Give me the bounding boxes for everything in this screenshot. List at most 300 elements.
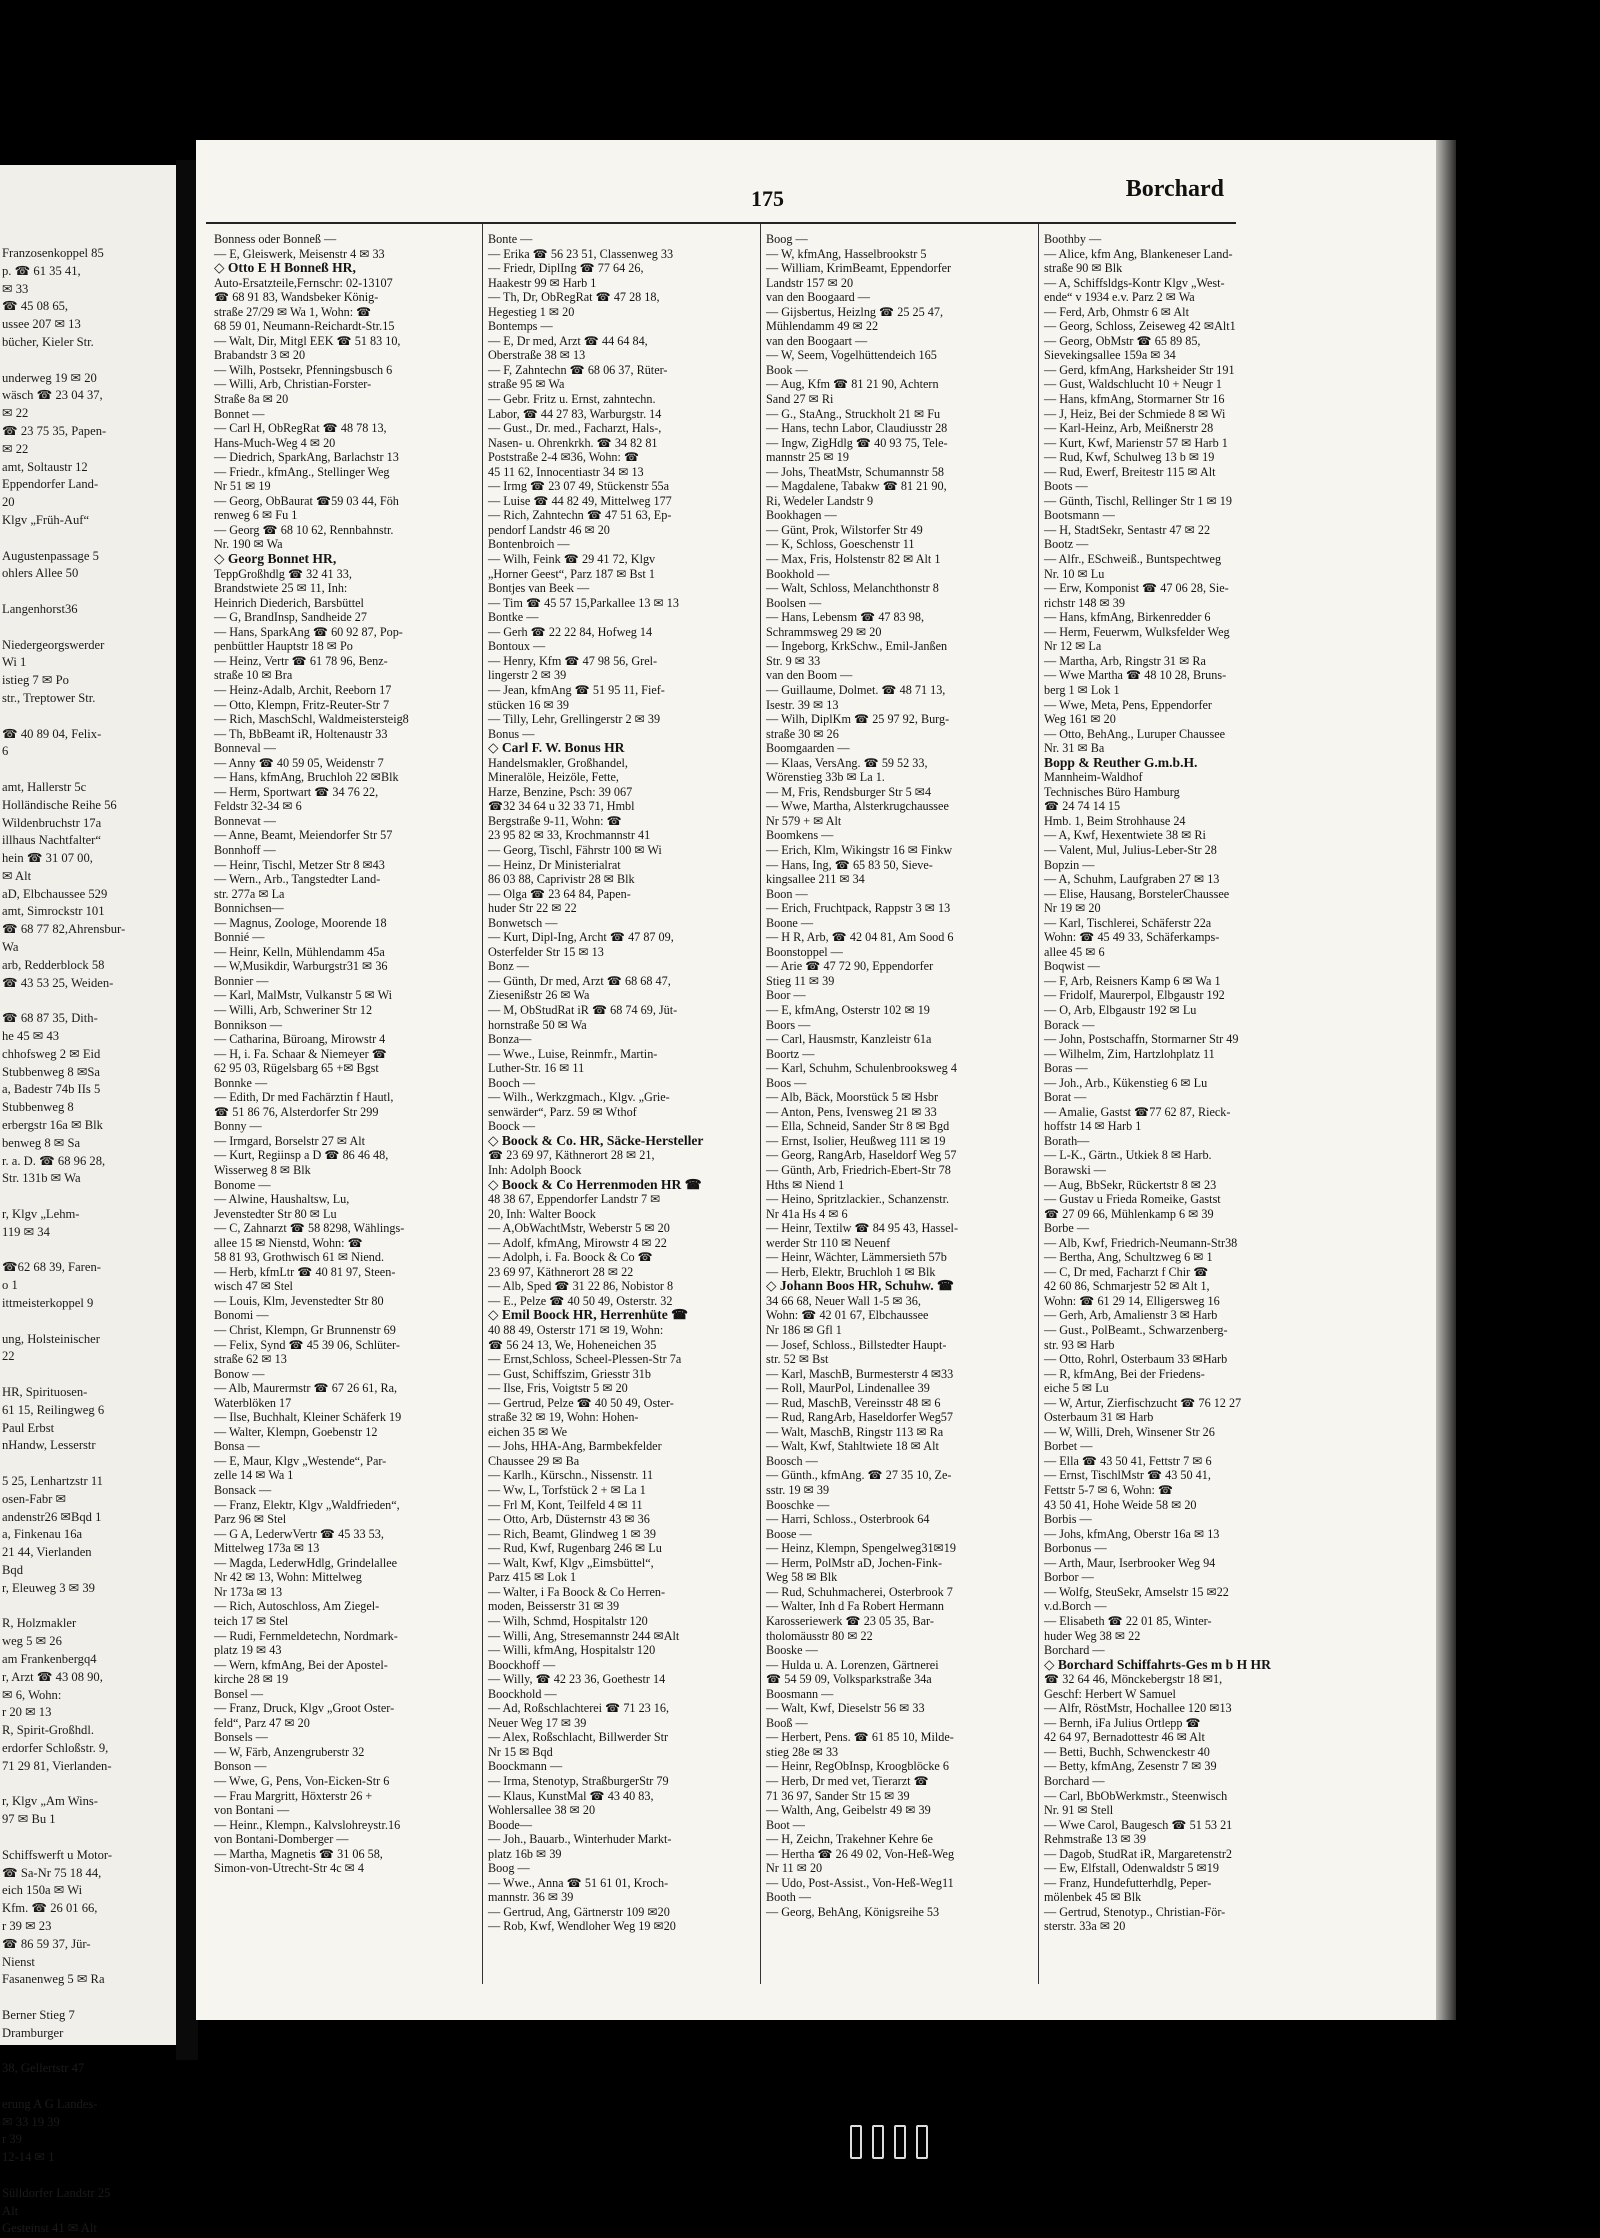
directory-line: — Georg, Tischl, Fährstr 100 ✉ Wi — [488, 842, 662, 857]
directory-line: hoffstr 14 ✉ Harb 1 — [1044, 1119, 1142, 1134]
directory-line: — Alb, Bäck, Moorstück 5 ✉ Hsbr — [766, 1090, 939, 1105]
facing-page-line: r, Arzt ☎ 43 08 90, — [2, 1669, 103, 1684]
directory-line: — Edith, Dr med Fachärztin f Hautl, — [214, 1090, 394, 1105]
directory-line: straße 95 ✉ Wa — [488, 377, 565, 392]
directory-line: — Rud, Kwf, Rugenbarg 246 ✉ Lu — [488, 1541, 662, 1556]
facing-page-line: 5 25, Lenhartzstr 11 — [2, 1473, 103, 1488]
directory-line: — Martha, Magnetis ☎ 31 06 58, — [214, 1846, 383, 1861]
directory-line: stieg 28e ✉ 33 — [766, 1744, 839, 1759]
directory-line: — Heinr., Klempn., Kalvslohreystr.16 — [214, 1817, 401, 1832]
directory-line: — Karl, Tischlerei, Schäferstr 22a — [1044, 915, 1212, 930]
directory-line: — Herbert, Pens. ☎ 61 85 10, Milde- — [766, 1730, 954, 1745]
directory-line: — Aug, Kfm ☎ 81 21 90, Achtern — [766, 377, 939, 392]
directory-line: Nr 42 ✉ 13, Wohn: Mittelweg — [214, 1570, 362, 1585]
directory-line: — Kurt, Kwf, Marienstr 57 ✉ Harb 1 — [1044, 435, 1228, 450]
directory-line: — Walt, Dir, Mitgl EEK ☎ 51 83 10, — [214, 333, 401, 348]
directory-line: straße 30 ✉ 26 — [766, 726, 839, 741]
directory-line: allee 15 ✉ Nienstd, Wohn: ☎ — [214, 1235, 363, 1250]
directory-line: sterstr. 33a ✉ 20 — [1044, 1919, 1126, 1934]
directory-line: ☎ 51 86 76, Alsterdorfer Str 299 — [214, 1104, 379, 1119]
directory-line: straße 90 ✉ Blk — [1044, 261, 1123, 276]
directory-line: — W, Artur, Zierfischzucht ☎ 76 12 27 — [1044, 1395, 1242, 1410]
directory-line: — Herm, PolMstr aD, Jochen-Fink- — [766, 1555, 943, 1570]
directory-line: Boock — — [488, 1119, 536, 1134]
facing-page-line: ✉ 6, Wohn: — [2, 1687, 62, 1702]
facing-page-line: a, Finkenau 16a — [2, 1527, 83, 1542]
directory-line: Boot — — [766, 1817, 805, 1832]
directory-line: Hans-Much-Weg 4 ✉ 20 — [214, 435, 336, 450]
directory-line: — Wwe Martha ☎ 48 10 28, Bruns- — [1044, 668, 1227, 683]
facing-page-line: erung A G Landes- — [2, 2096, 98, 2111]
facing-page-line: ☎ 23 75 35, Papen- — [2, 423, 107, 438]
directory-line: — Harri, Schloss., Osterbrook 64 — [766, 1512, 930, 1527]
directory-line: — A, Schuhm, Laufgraben 27 ✉ 13 — [1044, 872, 1220, 887]
directory-line: — Louis, Klm, Jevenstedter Str 80 — [214, 1293, 384, 1308]
directory-line: — Alwine, Haushaltsw, Lu, — [214, 1192, 350, 1207]
directory-line: Booth — — [766, 1890, 812, 1905]
directory-line: berg 1 ✉ Lok 1 — [1044, 682, 1120, 697]
directory-line: Wörenstieg 33b ✉ La 1. — [766, 770, 885, 785]
facing-page-line: arb, Redderblock 58 — [2, 957, 105, 972]
directory-line: — Wern., Arb., Tangstedter Land- — [214, 872, 381, 887]
directory-line: stücken 16 ✉ 39 — [488, 697, 569, 712]
facing-page-line: 97 ✉ Bu 1 — [2, 1812, 56, 1827]
directory-line: Borath— — [1044, 1133, 1090, 1148]
directory-line: — Walt, MaschB, Ringstr 113 ✉ Ra — [766, 1424, 944, 1439]
facing-page-line: osen-Fabr ✉ — [2, 1491, 67, 1506]
directory-line: — Anton, Pens, Ivensweg 21 ✉ 33 — [766, 1104, 937, 1119]
directory-line: — Erich, Klm, Wikingstr 16 ✉ Finkw — [766, 842, 953, 857]
directory-line: Bopzin — — [1044, 857, 1095, 872]
directory-line: ◇ Boock & Co. HR, Säcke-Hersteller — [488, 1132, 704, 1148]
directory-line: sstr. 19 ✉ 39 — [766, 1483, 830, 1498]
directory-line: mannstr 25 ✉ 19 — [766, 450, 849, 465]
facing-page-line: ☎ Sa-Nr 75 18 44, — [2, 1865, 102, 1880]
directory-line: — Franz, Druck, Klgv „Groot Oster- — [214, 1701, 395, 1716]
directory-line: — Franz, Elektr, Klgv „Waldfrieden“, — [214, 1497, 400, 1512]
directory-line: — Wwe Carol, Baugesch ☎ 51 53 21 — [1044, 1817, 1233, 1832]
directory-line: Bonome — — [214, 1177, 271, 1192]
facing-page-line: Wi 1 — [2, 655, 27, 670]
directory-line: — Herb, Dr med vet, Tierarzt ☎ — [766, 1773, 929, 1788]
directory-line: — C, Zahnarzt ☎ 58 8298, Wählings- — [214, 1221, 405, 1236]
directory-line: eichen 35 ✉ We — [488, 1424, 568, 1439]
facing-page-line: r, Klgv „Lehm- — [2, 1207, 80, 1222]
directory-line: — Karl-Heinz, Arb, Meißnerstr 28 — [1044, 421, 1214, 436]
directory-line: — Ernst, Isolier, Heußweg 111 ✉ 19 — [766, 1133, 946, 1148]
facing-page-line: ohlers Allee 50 — [2, 566, 79, 581]
directory-line: Boothby — — [1044, 232, 1102, 246]
directory-line: moden, Beisserstr 31 ✉ 39 — [488, 1599, 620, 1614]
directory-line: — Carl H, ObRegRat ☎ 48 78 13, — [214, 421, 387, 436]
facing-page-line: am Frankenbergq4 — [2, 1651, 97, 1666]
running-head: Borchard — [1125, 176, 1224, 202]
directory-line: Boockmann — — [488, 1759, 563, 1774]
directory-line: — Bernh, iFa Julius Ortlepp ☎ — [1044, 1715, 1201, 1730]
directory-line: — Gebr. Fritz u. Ernst, zahntechn. — [488, 392, 656, 407]
directory-line: Borchard — — [1044, 1643, 1105, 1658]
facing-page-line: Alt — [2, 2203, 19, 2218]
facing-page-line: r 39 ✉ 23 — [2, 1918, 52, 1933]
directory-line: Labor, ☎ 44 27 83, Warburgstr. 14 — [488, 406, 662, 421]
directory-line: zelle 14 ✉ Wa 1 — [214, 1468, 294, 1483]
directory-line: — Tilly, Lehr, Grellingerstr 2 ✉ 39 — [488, 712, 661, 727]
directory-line: Sand 27 ✉ Ri — [766, 392, 834, 407]
directory-line: — Amalie, Gastst ☎77 62 87, Rieck- — [1044, 1104, 1231, 1119]
directory-line: Brabandstr 3 ✉ 20 — [214, 348, 306, 363]
directory-line: Heinrich Diederich, Barsbüttel — [214, 595, 364, 610]
page-edge-shadow — [1436, 140, 1456, 2020]
directory-line: Boon — — [766, 886, 808, 901]
directory-line: — Georg, RangArb, Haseldorf Weg 57 — [766, 1148, 957, 1163]
directory-line: Simon-von-Utrecht-Str 4c ✉ 4 — [214, 1861, 365, 1876]
directory-line: Haakestr 99 ✉ Harb 1 — [488, 275, 597, 290]
facing-page-line: aD, Elbchaussee 529 — [2, 886, 108, 901]
facing-page-line — [2, 1989, 174, 2007]
facing-page-line — [2, 761, 174, 779]
directory-line: — Josef, Schloss., Billstedter Haupt- — [766, 1337, 947, 1352]
directory-line: — John, Postschaffn, Stormarner Str 49 — [1044, 1032, 1239, 1047]
directory-line: ◇ Johann Boos HR, Schuhw. ☎ — [766, 1278, 954, 1294]
scanner-mark — [872, 2125, 884, 2159]
facing-page-line: r, Eleuweg 3 ✉ 39 — [2, 1580, 95, 1595]
directory-line: — Karl, Schuhm, Schulenbrooksweg 4 — [766, 1061, 957, 1076]
directory-line: — Walt, Kwf, Dieselstr 56 ✉ 33 — [766, 1701, 925, 1716]
directory-line: — Rob, Kwf, Wendloher Weg 19 ✉20 — [488, 1919, 676, 1934]
directory-line: — Günth., kfmAng. ☎ 27 35 10, Ze- — [766, 1468, 952, 1483]
directory-line: — O, Arb, Elbgaustr 192 ✉ Lu — [1044, 1002, 1197, 1017]
directory-line: Hegestieg 1 ✉ 20 — [488, 304, 575, 319]
directory-line: — Georg, Schloss, Zeiseweg 42 ✉Alt1 — [1044, 319, 1236, 334]
directory-line: — Herb, kfmLtr ☎ 40 81 97, Steen- — [214, 1264, 396, 1279]
facing-page-line: ✉ 22 — [2, 406, 29, 421]
directory-line: — Erich, Fruchtpack, Rappstr 3 ✉ 13 — [766, 901, 951, 916]
directory-line: — Betti, Buchh, Schwenckestr 40 — [1044, 1744, 1210, 1759]
directory-line: — Gertrud, Pelze ☎ 40 50 49, Oster- — [488, 1395, 674, 1410]
directory-line: „Horner Geest“, Parz 187 ✉ Bst 1 — [488, 566, 655, 581]
directory-line: ◇ Boock & Co Herrenmoden HR ☎ — [488, 1176, 702, 1192]
directory-line: — Ew, Elfstall, Odenwaldstr 5 ✉19 — [1044, 1861, 1219, 1876]
directory-line: van den Boogaart — — [766, 333, 868, 348]
directory-line: — Georg, ObMstr ☎ 65 89 85, — [1044, 333, 1201, 348]
directory-line: — Wilh., Werkzgmach., Klgv. „Grie- — [488, 1090, 670, 1105]
directory-line: Booschke — — [766, 1497, 830, 1512]
directory-line: — Wilh, DiplKm ☎ 25 97 92, Burg- — [766, 712, 950, 727]
directory-line: ◇ Georg Bonnet HR, — [214, 551, 337, 567]
directory-line: Waterblöken 17 — [214, 1395, 292, 1410]
directory-line: — Walter, Klempn, Goebenstr 12 — [214, 1424, 378, 1439]
directory-line: — Carl, Hausmstr, Kanzleistr 61a — [766, 1032, 932, 1047]
directory-line: — R, kfmAng, Bei der Friedens- — [1044, 1366, 1205, 1381]
directory-line: — Wwe., Anna ☎ 51 61 01, Kroch- — [488, 1875, 669, 1890]
directory-line: Nr 15 ✉ Bqd — [488, 1744, 553, 1759]
directory-line: — Klaas, VersAng. ☎ 59 52 33, — [766, 755, 928, 770]
directory-line: Boots — — [1044, 479, 1088, 494]
directory-line: Nasen- u. Ohrenkrkh. ☎ 34 82 81 — [488, 435, 658, 450]
directory-line: — Magdalene, Tabakw ☎ 81 21 90, — [766, 479, 947, 494]
directory-line: — G, BrandInsp, Sandheide 27 — [214, 610, 367, 625]
directory-line: — Guillaume, Dolmet. ☎ 48 71 13, — [766, 682, 946, 697]
facing-page-line: Sülldorfer Landstr 25 — [2, 2185, 111, 2200]
directory-line: Bootsmann — — [1044, 508, 1115, 523]
directory-line: Borbis — — [1044, 1512, 1092, 1527]
directory-line: — Frl M, Kont, Teilfeld 4 ✉ 11 — [488, 1497, 643, 1512]
directory-line: — Hans, kfmAng, Stormarner Str 16 — [1044, 392, 1225, 407]
directory-line: Nr 41a Hs 4 ✉ 6 — [766, 1206, 848, 1221]
directory-line: feld“, Parz 47 ✉ 20 — [214, 1715, 310, 1730]
directory-line: — Elisabeth ☎ 22 01 85, Winter- — [1044, 1613, 1212, 1628]
directory-line: teich 17 ✉ Stel — [214, 1613, 289, 1628]
directory-line: — Rich, MaschSchl, Waldmeistersteig8 — [214, 712, 409, 727]
facing-page-line: weg 5 ✉ 26 — [2, 1634, 62, 1649]
directory-line: Nr 19 ✉ 20 — [1044, 901, 1101, 916]
directory-line: — Franz, Hundefutterhdlg, Peper- — [1044, 1875, 1212, 1890]
directory-line: — Otto, Arb, Düsternstr 43 ✉ 36 — [488, 1512, 650, 1527]
directory-line: 71 36 97, Sander Str 15 ✉ 39 — [766, 1788, 910, 1803]
directory-line: — Wolfg, SteuSekr, Amselstr 15 ✉22 — [1044, 1584, 1229, 1599]
directory-line: Boog — — [488, 1861, 530, 1876]
directory-line: van den Boogaard — — [766, 290, 870, 305]
directory-line: 23 69 97, Käthnerort 28 ✉ 22 — [488, 1264, 634, 1279]
directory-line: — Hans, techn Labor, Claudiusstr 28 — [766, 421, 948, 436]
facing-page-line: andenstr26 ✉Bqd 1 — [2, 1509, 102, 1524]
directory-line: — Martha, Arb, Ringstr 31 ✉ Ra — [1044, 653, 1206, 668]
facing-page-line: 21 44, Vierlanden — [2, 1545, 92, 1560]
directory-line: Boors — — [766, 1017, 811, 1032]
directory-line: Boosch — — [766, 1453, 818, 1468]
directory-line: Borbonus — — [1044, 1541, 1107, 1556]
facing-page-line: ☎ 45 08 65, — [2, 299, 69, 314]
scanner-mark — [916, 2125, 928, 2159]
facing-page-line — [2, 352, 174, 370]
facing-page-line: ung, Holsteinischer — [2, 1331, 100, 1346]
directory-line: — Willy, ☎ 42 23 36, Goethestr 14 — [488, 1672, 666, 1687]
directory-line: — Karl, MaschB, Burmesterstr 4 ✉33 — [766, 1366, 954, 1381]
directory-line: Booske — — [766, 1643, 818, 1658]
directory-line: Nr. 10 ✉ Lu — [1044, 566, 1105, 581]
directory-line: — Alex, Roßschlacht, Billwerder Str — [488, 1730, 669, 1745]
facing-page-line: amt, Hallerstr 5c — [2, 779, 87, 794]
directory-line: 43 50 41, Hohe Weide 58 ✉ 20 — [1044, 1497, 1197, 1512]
directory-line: 48 38 67, Eppendorfer Landstr 7 ✉ — [488, 1192, 661, 1207]
directory-line: Weg 58 ✉ Blk — [766, 1570, 838, 1585]
directory-line: straße 27/29 ✉ Wa 1, Wohn: ☎ — [214, 304, 372, 319]
directory-line: Bookhold — — [766, 566, 830, 581]
facing-page-line: Wa — [2, 940, 19, 955]
directory-line: — H, Zeichn, Trakehner Kehre 6e — [766, 1832, 933, 1847]
directory-line: Bontemps — — [488, 319, 553, 334]
directory-line: Boras — — [1044, 1061, 1088, 1076]
column-divider — [760, 224, 761, 1984]
directory-line: Bonnichsen— — [214, 901, 284, 916]
directory-line: Bonwetsch — — [488, 915, 558, 930]
directory-line: — Erw, Komponist ☎ 47 06 28, Sie- — [1044, 581, 1229, 596]
directory-column-1 — [214, 232, 476, 1876]
directory-line: Borbor — — [1044, 1570, 1094, 1585]
directory-line: str. 52 ✉ Bst — [766, 1352, 829, 1367]
directory-line: Boone — — [766, 915, 814, 930]
directory-line: — E, Gleiswerk, Meisenstr 4 ✉ 33 — [214, 246, 385, 261]
directory-line: kingsallee 211 ✉ 34 — [766, 872, 865, 887]
facing-page-line: 119 ✉ 34 — [2, 1224, 50, 1239]
facing-page-line: nHandw, Lesserstr — [2, 1438, 96, 1453]
directory-line: — Hertha ☎ 26 49 02, Von-Heß-Weg — [766, 1846, 955, 1861]
facing-page-line: eich 150a ✉ Wi — [2, 1883, 83, 1898]
directory-line: Boockhold — — [488, 1686, 557, 1701]
directory-line: Bonny — — [214, 1119, 262, 1134]
directory-line: — Georg, ObBaurat ☎59 03 44, Föh — [214, 493, 399, 508]
directory-line: Boos — — [766, 1075, 807, 1090]
directory-line: — Otto, BehAng., Luruper Chaussee — [1044, 726, 1226, 741]
directory-line: — Friedr., kfmAng., Stellinger Weg — [214, 464, 390, 479]
directory-line: ende“ v 1934 e.v. Parz 2 ✉ Wa — [1044, 290, 1195, 305]
directory-line: — Rich, Autoschloss, Am Ziegel- — [214, 1599, 380, 1614]
facing-page-line: p. ☎ 61 35 41, — [2, 263, 81, 278]
facing-page-line: r 20 ✉ 13 — [2, 1705, 52, 1720]
directory-line: 20, Inh: Walter Boock — [488, 1206, 596, 1221]
directory-line: — Bertha, Ang, Schultzweg 6 ✉ 1 — [1044, 1250, 1213, 1265]
directory-line: — Wilhelm, Zim, Hartzlohplatz 11 — [1044, 1046, 1215, 1061]
directory-line: mölenbek 45 ✉ Blk — [1044, 1890, 1142, 1905]
directory-line: renweg 6 ✉ Fu 1 — [214, 508, 298, 523]
directory-line: van den Boom — — [766, 668, 853, 683]
directory-line: Nr 11 ✉ 20 — [766, 1861, 823, 1876]
directory-line: — Rich, Beamt, Glindweg 1 ✉ 39 — [488, 1526, 656, 1541]
directory-line: — Rud, Kwf, Schulweg 13 b ✉ 19 — [1044, 450, 1215, 465]
directory-line: Bonnié — — [214, 930, 265, 945]
directory-line: — M, ObStudRat iR ☎ 68 74 69, Jüt- — [488, 1002, 678, 1017]
directory-line: — Catharina, Büroang, Mirowstr 4 — [214, 1032, 386, 1047]
directory-line: Bonz — — [488, 959, 529, 974]
directory-line: — Heinz, Vertr ☎ 61 78 96, Benz- — [214, 653, 388, 668]
directory-line: Isestr. 39 ✉ 13 — [766, 697, 839, 712]
directory-line: — Irmg ☎ 23 07 49, Stückenstr 55a — [488, 479, 670, 494]
directory-line: — Heinz-Adalb, Archit, Reeborn 17 — [214, 682, 392, 697]
directory-line: — G A, LederwVertr ☎ 45 33 53, — [214, 1526, 384, 1541]
directory-line: — Elise, Hausang, BorstelerChaussee — [1044, 886, 1230, 901]
directory-line: Boockhoff — — [488, 1657, 556, 1672]
directory-line: Nr. 31 ✉ Ba — [1044, 741, 1105, 756]
facing-page-line: amt, Soltaustr 12 — [2, 459, 88, 474]
directory-line: — G., StaAng., Struckholt 21 ✉ Fu — [766, 406, 941, 421]
facing-page-line: Stubbenweg 8 ✉Sa — [2, 1064, 101, 1079]
facing-page-line: Langenhorst36 — [2, 601, 78, 616]
directory-line: — Georg ☎ 68 10 62, Rennbahnstr. — [214, 522, 394, 537]
directory-column-4 — [1044, 232, 1306, 1934]
directory-line: — Heinz, Dr Ministerialrat — [488, 857, 621, 872]
facing-page-line: 6 — [2, 744, 9, 759]
directory-line: Boose — — [766, 1526, 812, 1541]
facing-page-line — [2, 2167, 174, 2185]
directory-line: — Joh., Arb., Kükenstieg 6 ✉ Lu — [1044, 1075, 1208, 1090]
directory-line: — Gertrud, Stenotyp., Christian-För- — [1044, 1904, 1226, 1919]
directory-line: — Udo, Post-Assist., Von-Heß-Weg11 — [766, 1875, 954, 1890]
directory-line: — Dagob, StudRat iR, Margaretenstr2 — [1044, 1846, 1232, 1861]
directory-line: 58 81 93, Grothwisch 61 ✉ Niend. — [214, 1250, 384, 1265]
directory-line: Borack — — [1044, 1017, 1095, 1032]
directory-line: — Valent, Mul, Julius-Leber-Str 28 — [1044, 842, 1217, 857]
directory-line: Boomkens — — [766, 828, 834, 843]
facing-page-line: Berner Stieg 7 — [2, 2007, 75, 2022]
directory-line: — Jean, kfmAng ☎ 51 95 11, Fief- — [488, 682, 665, 697]
directory-line: Boqwist — — [1044, 959, 1100, 974]
directory-line: — Gerd, kfmAng, Harksheider Str 191 — [1044, 362, 1235, 377]
facing-page-line: ✉ Alt — [2, 868, 32, 883]
facing-page-line: ✉ 33 — [2, 281, 29, 296]
directory-line: — Alb, Sped ☎ 31 22 86, Nobistor 8 — [488, 1279, 674, 1294]
directory-line: Bonnier — — [214, 973, 269, 988]
directory-line: — Kurt, Regiinsp a D ☎ 86 46 48, — [214, 1148, 389, 1163]
directory-line: Auto-Ersatzteile,Fernschr: 02-13107 — [214, 275, 393, 290]
directory-line: 68 59 01, Neumann-Reichardt-Str.15 — [214, 319, 395, 334]
directory-line: — Ernst,Schloss, Scheel-Plessen-Str 7a — [488, 1352, 682, 1367]
directory-line: Sievekingsallee 159a ✉ 34 — [1044, 348, 1176, 363]
facing-page-line: Dramburger — [2, 2025, 64, 2040]
directory-line: Bootz — — [1044, 537, 1089, 552]
directory-line: — Carl, BbObWerkmstr., Steenwisch — [1044, 1788, 1228, 1803]
facing-page-line: Kfm. ☎ 26 01 66, — [2, 1901, 98, 1916]
directory-line: — Rudi, Fernmeldetechn, Nordmark- — [214, 1628, 398, 1643]
directory-line: — Wwe., Luise, Reinmfr., Martin- — [488, 1046, 658, 1061]
facing-page-line — [2, 1313, 174, 1331]
directory-line: — Friedr, DiplIng ☎ 77 64 26, — [488, 261, 644, 276]
directory-line: — Heinr, Textilw ☎ 84 95 43, Hassel- — [766, 1221, 958, 1236]
directory-line: — Hulda u. A. Lorenzen, Gärtnerei — [766, 1657, 939, 1672]
directory-line: richstr 148 ✉ 39 — [1044, 595, 1125, 610]
directory-line: — Herm, Sportwart ☎ 34 76 22, — [214, 784, 379, 799]
directory-line: — Diedrich, SparkAng, Barlachstr 13 — [214, 450, 399, 465]
facing-page-line: illhaus Nachtfalter“ — [2, 833, 101, 848]
directory-line: — Hans, kfmAng, Bruchloh 22 ✉Blk — [214, 770, 399, 785]
directory-line: Bontjes van Beek — — [488, 581, 590, 596]
directory-line: Bonson — — [214, 1759, 267, 1774]
directory-line: — Heinr, RegObInsp, Kroogblöcke 6 — [766, 1759, 949, 1774]
facing-page-line — [2, 1242, 174, 1260]
scanner-marks — [850, 2125, 938, 2164]
directory-line: — Johs, HHA-Ang, Barmbekfelder — [488, 1439, 662, 1454]
scanner-mark — [850, 2125, 862, 2159]
directory-line: Oberstraße 38 ✉ 13 — [488, 348, 586, 363]
directory-line: Luther-Str. 16 ✉ 11 — [488, 1061, 585, 1076]
directory-line: — Gust., Dr. med., Facharzt, Hals-, — [488, 421, 662, 436]
directory-line: Bonnikson — — [214, 1017, 283, 1032]
facing-page-line: o 1 — [2, 1278, 18, 1293]
directory-line: Bonsa — — [214, 1439, 260, 1454]
facing-page-column — [2, 245, 174, 2238]
directory-line: — E., Pelze ☎ 40 50 49, Osterstr. 32 — [488, 1293, 673, 1308]
directory-line: — W, Willi, Dreh, Winsener Str 26 — [1044, 1424, 1215, 1439]
directory-line: — William, KrimBeamt, Eppendorfer — [766, 261, 952, 276]
facing-page-line: Klgv „Früh-Auf“ — [2, 512, 90, 527]
facing-page-line: R, Spirit-Großhdl. — [2, 1723, 95, 1738]
directory-line: 45 11 62, Innocentiastr 34 ✉ 13 — [488, 464, 644, 479]
directory-line: Handelsmakler, Großhandel, — [488, 755, 628, 770]
facing-page-line — [2, 1188, 174, 1206]
directory-line: eiche 5 ✉ Lu — [1044, 1381, 1109, 1396]
directory-line: ◇ Otto E H Bonneß HR, — [214, 260, 356, 276]
directory-line: — Wwe, Meta, Pens, Eppendorfer — [1044, 697, 1212, 712]
directory-line: Inh: Adolph Boock — [488, 1163, 582, 1177]
directory-line: Bonneval — — [214, 741, 276, 756]
directory-line: 40 88 49, Osterstr 171 ✉ 19, Wohn: — [488, 1323, 664, 1338]
facing-page-line — [2, 1776, 174, 1794]
facing-page-line: hein ☎ 31 07 00, — [2, 851, 93, 866]
facing-page-line: erbergstr 16a ✉ Blk — [2, 1118, 103, 1133]
directory-line: — Günth, Arb, Friedrich-Ebert-Str 78 — [766, 1163, 951, 1177]
directory-line: — E, kfmAng, Osterstr 102 ✉ 19 — [766, 1002, 930, 1017]
directory-line: Boolsen — — [766, 595, 822, 610]
directory-line: Landstr 157 ✉ 20 — [766, 275, 854, 290]
